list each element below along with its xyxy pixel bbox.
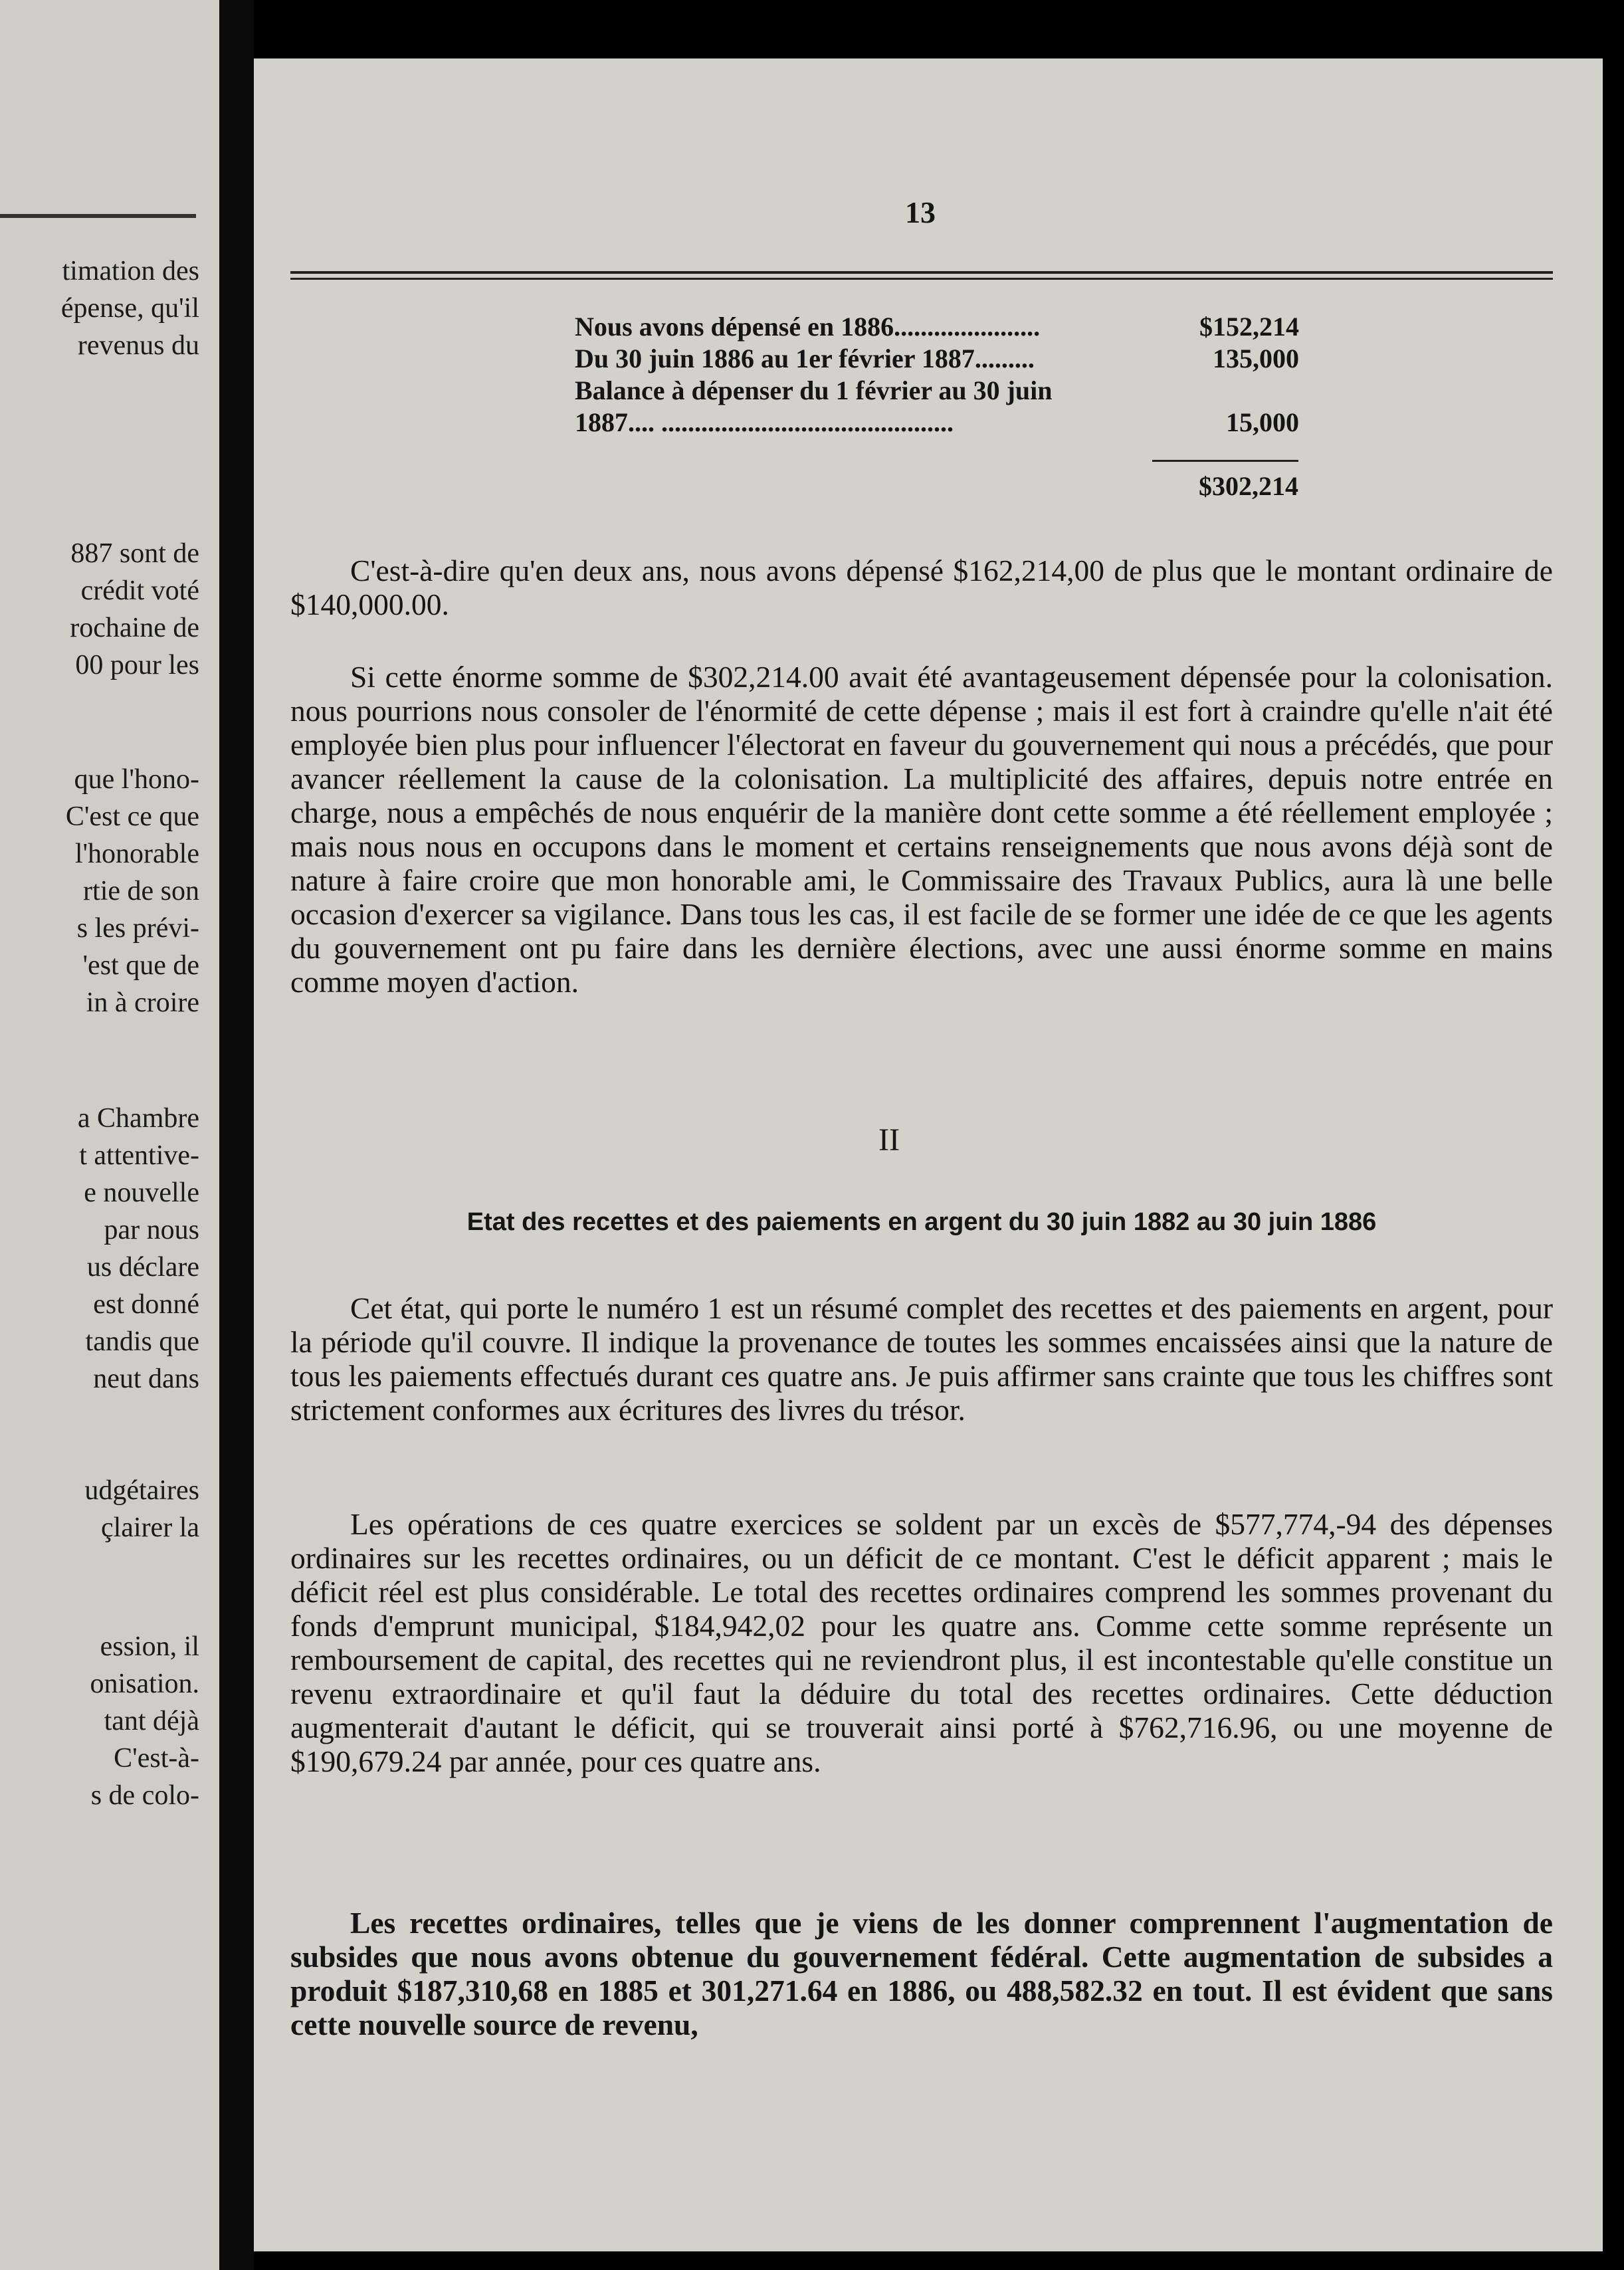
row-amount: 15,000 [1226,407,1299,437]
row-amount: $152,214 [1199,312,1299,342]
row-label: Balance à dépenser du 1 février au 30 juin [575,375,1053,405]
paragraph: Les recettes ordinaires, telles que je viens de les donner comprennent l'augmentation de subsides que nous avons obtenue du gouvernement fédéral. Cette augmentation de subsides a produit $187,310,68 en 1885 et 301,271.64 en 1886, ou 488,582.32 en tout. Il est évident que sans cette nouvelle source de revenu, [290,1906,1553,2041]
table-row [575,343,1299,375]
section-number: II [878,1122,900,1158]
facing-text-block-6: ession, il onisation. tant déjà C'est-à- s de colo- [90,1631,199,1811]
row-amount [1166,375,1299,407]
table-row [575,407,1299,439]
header-rule [290,271,1553,280]
row-label: Nous avons dépensé en 1886...................... [575,312,1041,342]
page-number: 13 [905,195,936,229]
facing-text-block-1: timation des épense, qu'il revenus du [60,256,199,361]
document-page [254,58,1603,2251]
paragraph: Cet état, qui porte le numéro 1 est un résumé complet des recettes et des paiements en argent, pour la période qu'il couvre. Il indique la provenance de toutes les sommes encaissées ainsi que la nature de tous les paiements effectués durant ces quatre ans. Je puis affirmer sans crainte que tous les chiffres sont strictement conformes aux écritures des livres du trésor. [290,1291,1553,1427]
book-gutter [219,0,254,2270]
table-row [575,375,1299,407]
paragraph: C'est-à-dire qu'en deux ans, nous avons dépensé $162,214,00 de plus que le montant ordinaire de $140,000.00. [290,554,1553,621]
facing-page-rule [0,214,196,218]
section-title: Etat des recettes et des paiements en argent du 30 juin 1882 au 30 juin 1886 [466,1208,1377,1236]
paragraph: Les opérations de ces quatre exercices se soldent par un excès de $577,774,-94 des dépenses ordinaires sur les recettes ordinaires, ou un déficit de ce montant. C'est le déficit apparent ; mais le déficit réel est plus considérable. Le total des recettes ordinaires comprend les sommes provenant du fonds d'emprunt municipal, $184,942,02 pour les quatre ans. Comme cette somme représente un remboursement de capital, des recettes qui ne reviendront plus, il est incontestable qu'elle constitue un revenu extraordinaire et qu'il faut la déduire du total des recettes ordinaires. Cette déduction augmenterait d'autant le déficit, qui se trouverait ainsi porté à $762,716.96, ou une moyenne de $190,679.24 par année, pour ces quatre ans. [290,1507,1553,1778]
table-row [575,311,1299,343]
facing-text-block-3: que l'hono- C'est ce que l'honorable rtie de son s les prévi- 'est que de in à croire [65,764,199,1018]
row-amount: 135,000 [1213,344,1299,373]
row-label: 1887.... ............................................ [575,407,954,437]
facing-text-block-2: 887 sont de crédit voté rochaine de 00 pour les [70,538,199,680]
facing-text-block-5: udgétaires çlairer la [84,1475,199,1543]
facing-text-block-4: a Chambre t attentive- e nouvelle par nous us déclare est donné tandis que neut dans [77,1103,199,1394]
expense-table [575,311,1299,439]
row-label: Du 30 juin 1886 au 1er février 1887......... [575,344,1035,373]
paragraph: Si cette énorme somme de $302,214.00 avait été avantageusement dépensée pour la colonisation. nous pourrions nous consoler de l'énormité de cette dépense ; mais il est fort à craindre qu'elle n'ait été employée bien plus pour influencer l'électorat en faveur du gouvernement qui nous a précédés, que pour avancer réellement la cause de la colonisation. La multiplicité des affaires, depuis notre entrée en charge, nous a empêchés de nous enquérir de la manière dont cette somme a été réellement employée ; mais nous nous en occupons dans le moment et certains renseignements que nous avons déjà sont de nature à faire croire que mon honorable ami, le Commissaire des Travaux Publics, aura là une belle occasion d'exercer sa vigilance. Dans tous les cas, il est facile de se former une idée de ce que les agents du gouvernement ont pu faire dans les dernière élections, avec une aussi énorme somme en mains comme moyen d'action. [290,660,1553,999]
total-rule [1152,460,1298,462]
facing-page-fragment [0,0,219,2270]
table-total: $302,214 [1199,471,1298,501]
